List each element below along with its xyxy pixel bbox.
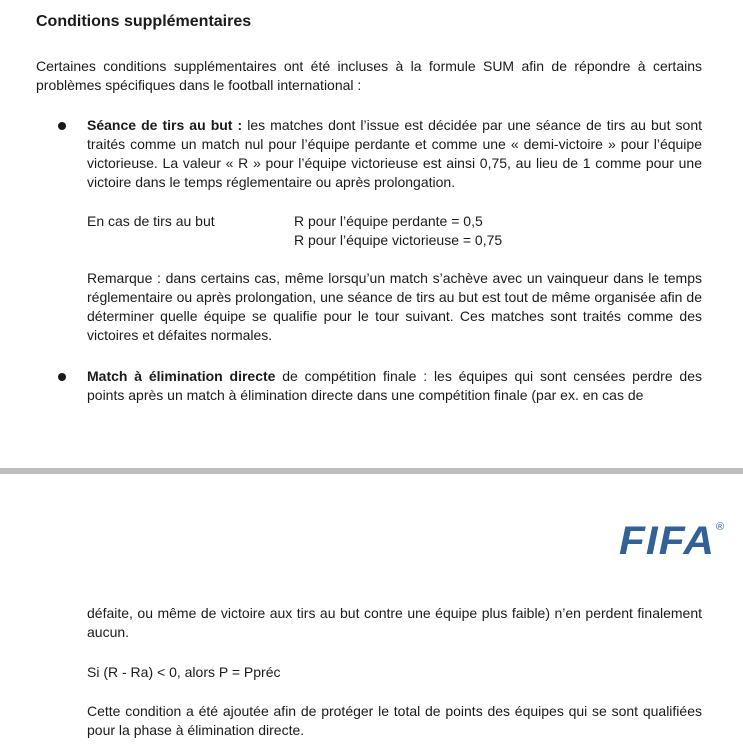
continuation-paragraph: défaite, ou même de victoire aux tirs au but contre une équipe plus faible) n’en perdent finalement aucun. <box>87 605 702 640</box>
bullet-term: Séance de tirs au but : <box>87 117 243 133</box>
bullet-knockout <box>87 367 702 405</box>
bullet-shootout <box>87 116 702 192</box>
remark-paragraph: Remarque : dans certains cas, même lorsqu’un match s’achève avec un vainqueur dans le temps réglementaire ou après prolongation, une séance de tirs au but est tout de même organisée afin de déterminer quelle équipe se qualifie pour le tour suivant. Ces matches sont traités comme des victoires et défaites normales. <box>87 270 702 343</box>
fifa-logo-text: FIFA <box>619 519 715 559</box>
bullet-text: les matches dont l’issue est décidée par une séance de tirs au but sont traités comme un match nul pour l’équipe perdante et comme une « demi-victoire » pour l’équipe victorieuse. La valeur « R » pour l’équipe victorieuse est ainsi 0,75, au lieu de 1 comme pour une victoire dans le temps réglementaire ou après prolongation. <box>87 117 702 190</box>
bullet-icon <box>58 373 66 381</box>
shootout-losing-value: R pour l’équipe perdante = 0,5 <box>294 213 483 229</box>
section-heading: Conditions supplémentaires <box>36 13 252 30</box>
shootout-label: En cas de tirs au but <box>87 213 215 229</box>
intro-paragraph: Certaines conditions supplémentaires ont été incluses à la formule SUM afin de répondre à certains problèmes spécifiques dans le football international : <box>36 58 702 93</box>
formula-line: Si (R - Ra) < 0, alors P = Ppréc <box>87 664 281 680</box>
registered-mark: ® <box>716 521 725 533</box>
fifa-logo <box>619 519 727 559</box>
bullet-term: Match à élimination directe <box>87 368 276 384</box>
bullet-icon <box>58 122 66 130</box>
shootout-winning-value: R pour l’équipe victorieuse = 0,75 <box>294 232 503 248</box>
final-paragraph: Cette condition a été ajoutée afin de protéger le total de points des équipes qui se sont qualifiées pour la phase à élimination directe. <box>87 703 702 738</box>
bullet-text: de compétition finale : les équipes qui sont censées perdre des points après un match à élimination directe dans une compétition finale (par ex. en cas de <box>87 368 702 403</box>
